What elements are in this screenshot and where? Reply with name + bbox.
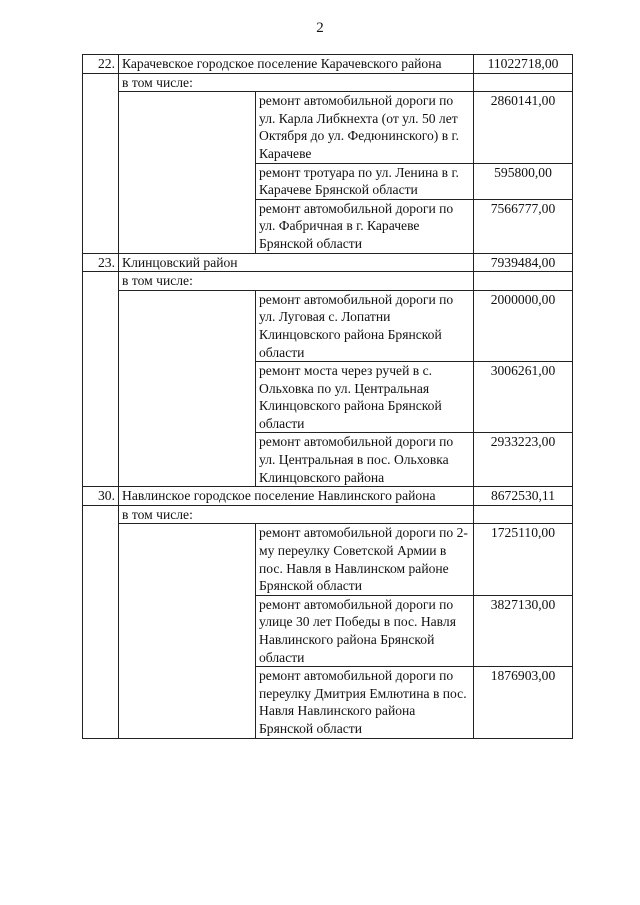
section-total: 8672530,11 [474, 487, 573, 506]
item-row [83, 92, 573, 163]
blank-cell [119, 524, 256, 738]
subheader-row [83, 505, 573, 524]
blank-cell [474, 272, 573, 291]
item-row [83, 290, 573, 361]
budget-table [82, 54, 573, 739]
blank-cell [119, 92, 256, 253]
subheader-label: в том числе: [119, 272, 474, 291]
item-amount: 2000000,00 [474, 290, 573, 361]
item-description: ремонт автомобильной дороги по ул. Фабричная в г. Карачеве Брянской области [256, 199, 474, 253]
section-number: 23. [83, 253, 119, 272]
item-amount: 3827130,00 [474, 595, 573, 666]
blank-cell [474, 73, 573, 92]
item-description: ремонт автомобильной дороги по переулку Дмитрия Емлютина в пос. Навля Навлинского района Брянской области [256, 667, 474, 738]
section-total: 7939484,00 [474, 253, 573, 272]
section-row [83, 487, 573, 506]
blank-cell [83, 73, 119, 253]
section-total: 11022718,00 [474, 55, 573, 74]
blank-cell [83, 505, 119, 738]
item-amount: 2860141,00 [474, 92, 573, 163]
item-amount: 1725110,00 [474, 524, 573, 595]
item-description: ремонт тротуара по ул. Ленина в г. Карачеве Брянской области [256, 163, 474, 199]
blank-cell [83, 272, 119, 487]
item-description: ремонт автомобильной дороги по ул. Луговая с. Лопатни Клинцовского района Брянской области [256, 290, 474, 361]
blank-cell [119, 290, 256, 487]
item-description: ремонт автомобильной дороги по 2-му переулку Советской Армии в пос. Навля в Навлинском районе Брянской области [256, 524, 474, 595]
item-row [83, 524, 573, 595]
section-name: Клинцовский район [119, 253, 474, 272]
blank-cell [474, 505, 573, 524]
page-number: 2 [316, 20, 324, 36]
item-amount: 7566777,00 [474, 199, 573, 253]
section-name: Навлинское городское поселение Навлинского района [119, 487, 474, 506]
subheader-row [83, 73, 573, 92]
subheader-label: в том числе: [119, 505, 474, 524]
section-name: Карачевское городское поселение Карачевского района [119, 55, 474, 74]
item-amount: 2933223,00 [474, 433, 573, 487]
item-description: ремонт автомобильной дороги по улице 30 лет Победы в пос. Навля Навлинского района Брянской области [256, 595, 474, 666]
subheader-row [83, 272, 573, 291]
subheader-label: в том числе: [119, 73, 474, 92]
item-description: ремонт автомобильной дороги по ул. Карла Либкнехта (от ул. 50 лет Октября до ул. Федюнинского) в г. Карачеве [256, 92, 474, 163]
section-row [83, 55, 573, 74]
section-row [83, 253, 573, 272]
item-amount: 595800,00 [474, 163, 573, 199]
item-description: ремонт автомобильной дороги по ул. Центральная в пос. Ольховка Клинцовского района [256, 433, 474, 487]
item-amount: 1876903,00 [474, 667, 573, 738]
item-amount: 3006261,00 [474, 362, 573, 433]
item-description: ремонт моста через ручей в с. Ольховка по ул. Центральная Клинцовского района Брянской области [256, 362, 474, 433]
section-number: 30. [83, 487, 119, 506]
section-number: 22. [83, 55, 119, 74]
